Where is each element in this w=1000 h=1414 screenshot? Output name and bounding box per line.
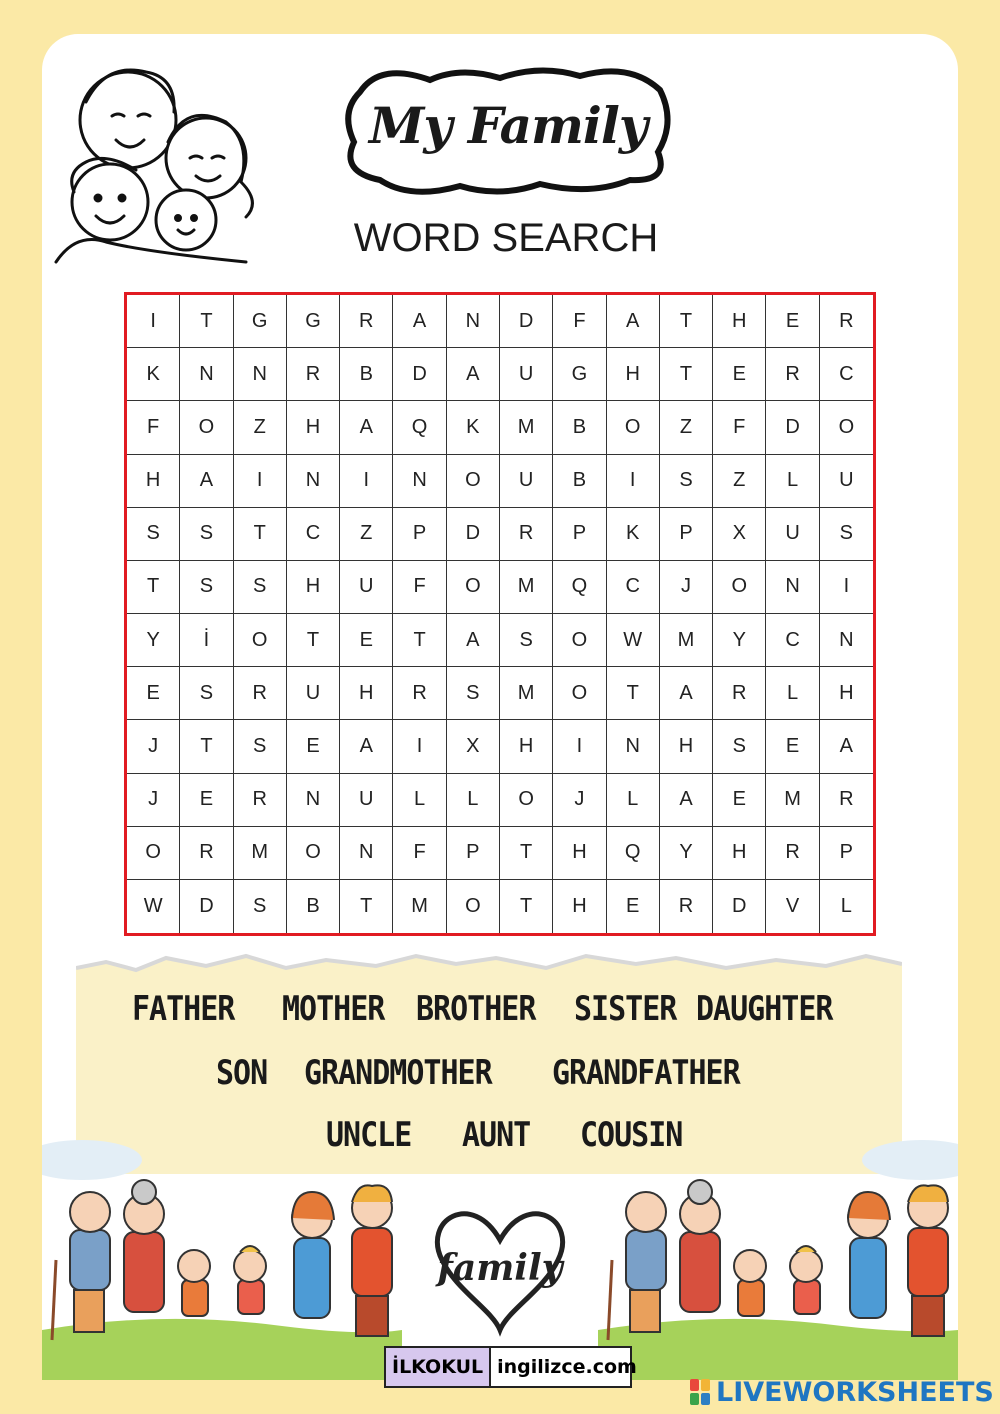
grid-cell[interactable]: O [607, 401, 660, 454]
grid-cell[interactable]: İ [180, 614, 233, 667]
grid-cell[interactable]: N [340, 827, 393, 880]
grid-cell[interactable]: Y [127, 614, 180, 667]
grid-cell[interactable]: O [553, 614, 606, 667]
grid-cell[interactable]: D [393, 348, 446, 401]
grid-cell[interactable]: G [234, 295, 287, 348]
grid-cell[interactable]: O [287, 827, 340, 880]
grid-cell[interactable]: O [500, 774, 553, 827]
heart-caption: family [437, 1247, 563, 1289]
grid-cell[interactable]: U [766, 508, 819, 561]
grid-cell[interactable]: J [127, 774, 180, 827]
grid-cell[interactable]: A [447, 348, 500, 401]
grid-cell[interactable]: H [127, 455, 180, 508]
liveworksheets-wordmark: LIVEWORKSHEETS [716, 1376, 994, 1408]
word-bank-word: AUNT [462, 1115, 531, 1156]
word-bank-word: MOTHER [282, 989, 385, 1030]
grid-cell[interactable]: N [180, 348, 233, 401]
grid-cell[interactable]: J [553, 774, 606, 827]
grid-cell[interactable]: R [766, 348, 819, 401]
grid-cell[interactable]: D [766, 401, 819, 454]
grid-cell[interactable]: S [127, 508, 180, 561]
grid-cell[interactable]: Q [393, 401, 446, 454]
grid-cell[interactable]: P [820, 827, 873, 880]
grid-cell[interactable]: M [393, 880, 446, 933]
grid-cell[interactable]: N [393, 455, 446, 508]
grid-cell[interactable]: O [713, 561, 766, 614]
grid-cell[interactable]: T [234, 508, 287, 561]
word-bank-word: SISTER [574, 989, 677, 1030]
grid-cell[interactable]: L [840, 894, 852, 917]
grid-cell[interactable]: T [287, 614, 340, 667]
grid-cell[interactable]: U [500, 455, 553, 508]
grid-cell[interactable]: D [447, 508, 500, 561]
grid-cell[interactable]: I [820, 561, 873, 614]
grid-cell[interactable]: A [660, 774, 713, 827]
grid-cell[interactable]: S [234, 880, 287, 933]
word-search-grid [124, 292, 876, 936]
grid-cell[interactable]: Q [607, 827, 660, 880]
word-bank-word: GRANDFATHER [552, 1053, 740, 1094]
grid-cell[interactable]: E [127, 667, 180, 720]
grid-cell[interactable]: Q [553, 561, 606, 614]
grid-cell[interactable]: F [393, 561, 446, 614]
grid-cell[interactable]: X [447, 720, 500, 773]
grid-cell[interactable]: R [820, 774, 873, 827]
grid-cell[interactable]: Y [713, 614, 766, 667]
grid-cell[interactable]: M [660, 614, 713, 667]
grid-cell[interactable]: A [820, 720, 873, 773]
grid-cell[interactable]: E [180, 774, 233, 827]
grid-cell[interactable]: R [340, 295, 393, 348]
word-bank-word: BROTHER [416, 989, 536, 1030]
word-bank-word: GRANDMOTHER [304, 1053, 492, 1094]
grid-cell[interactable]: T [660, 348, 713, 401]
grid-cell[interactable]: B [287, 880, 340, 933]
word-bank-word: FATHER [132, 989, 235, 1030]
grid-cell[interactable]: K [447, 401, 500, 454]
grid-cell[interactable]: W [607, 614, 660, 667]
grid-cell[interactable]: R [766, 827, 819, 880]
grid-cell[interactable]: D [180, 880, 233, 933]
grid-cell[interactable]: P [393, 508, 446, 561]
grid-cell[interactable]: T [340, 880, 393, 933]
grid-cell[interactable]: N [447, 295, 500, 348]
liveworksheets-icon [690, 1379, 710, 1405]
grid-cell[interactable]: T [393, 614, 446, 667]
grid-cell[interactable]: B [553, 401, 606, 454]
grid-cell[interactable]: U [287, 667, 340, 720]
grid-cell[interactable]: H [500, 720, 553, 773]
grid-cell[interactable]: A [340, 401, 393, 454]
grid-cell[interactable]: S [660, 455, 713, 508]
word-bank-word: COUSIN [580, 1115, 683, 1156]
grid-cell[interactable]: T [500, 827, 553, 880]
grid-cell[interactable]: R [500, 508, 553, 561]
family-footer-illustration [42, 1130, 958, 1380]
grid-cell[interactable]: F [393, 827, 446, 880]
grid-cell[interactable]: A [447, 614, 500, 667]
grid-cell[interactable]: F [553, 295, 606, 348]
grid-cell[interactable]: L [607, 774, 660, 827]
grid-cell[interactable]: K [607, 508, 660, 561]
page-subtitle: WORD SEARCH [353, 216, 659, 260]
grid-cell[interactable]: N [234, 348, 287, 401]
grid-cell[interactable]: S [234, 561, 287, 614]
grid-cell[interactable]: A [607, 295, 660, 348]
grid-cell[interactable]: L [447, 774, 500, 827]
grid-cell[interactable]: U [340, 774, 393, 827]
grid-cell[interactable]: E [607, 880, 660, 933]
grid-cell[interactable]: S [713, 720, 766, 773]
grid-cell[interactable]: I [393, 720, 446, 773]
grid-cell[interactable]: P [660, 508, 713, 561]
grid-cell[interactable]: O [234, 614, 287, 667]
grid-cell[interactable]: R [713, 667, 766, 720]
grid-cell[interactable]: N [287, 455, 340, 508]
grid-cell[interactable]: L [393, 774, 446, 827]
grid-cell[interactable]: C [287, 508, 340, 561]
grid-cell[interactable]: O [820, 401, 873, 454]
grid-cell[interactable]: N [287, 774, 340, 827]
grid-cell[interactable]: O [447, 455, 500, 508]
grid-cell[interactable]: T [127, 561, 180, 614]
grid-cell[interactable]: W [127, 880, 180, 933]
grid-cell[interactable]: O [447, 880, 500, 933]
grid-cell[interactable]: O [553, 667, 606, 720]
grid-cell[interactable]: T [500, 880, 553, 933]
grid-cell[interactable]: M [234, 827, 287, 880]
grid-cell[interactable]: X [713, 508, 766, 561]
grid-cell[interactable]: I [340, 455, 393, 508]
page-title: My Family [369, 95, 647, 155]
grid-cell[interactable]: B [340, 348, 393, 401]
grid-cell[interactable]: K [127, 348, 180, 401]
grid-cell[interactable]: Z [234, 401, 287, 454]
grid-cell[interactable]: A [393, 295, 446, 348]
grid-cell[interactable]: R [393, 667, 446, 720]
grid-cell[interactable]: S [447, 667, 500, 720]
grid-cell[interactable]: T [180, 295, 233, 348]
grid-cell[interactable]: H [287, 401, 340, 454]
grid-cell[interactable]: S [180, 508, 233, 561]
grid-cell[interactable]: T [660, 295, 713, 348]
grid-cell[interactable]: A [660, 667, 713, 720]
grid-cell[interactable]: E [766, 295, 819, 348]
grid-cell[interactable]: I [234, 455, 287, 508]
publisher-logo [384, 1346, 637, 1388]
grid-cell[interactable]: A [340, 720, 393, 773]
grid-cell[interactable]: H [713, 827, 766, 880]
grid-cell[interactable]: D [713, 880, 766, 933]
word-bank-word: UNCLE [326, 1115, 412, 1156]
grid-cell[interactable]: S [180, 667, 233, 720]
grid-cell[interactable]: H [607, 348, 660, 401]
grid-cell[interactable]: E [340, 614, 393, 667]
grid-cell[interactable]: Z [340, 508, 393, 561]
grid-cell[interactable]: R [287, 348, 340, 401]
grid-cell[interactable]: H [820, 667, 873, 720]
grid-cell[interactable]: E [713, 348, 766, 401]
grid-cell[interactable]: C [766, 614, 819, 667]
grid-cell[interactable]: H [340, 667, 393, 720]
grid-cell[interactable]: R [820, 295, 873, 348]
grid-cell[interactable]: L [766, 667, 819, 720]
grid-cell[interactable]: T [607, 667, 660, 720]
grid-cell[interactable]: Z [713, 455, 766, 508]
grid-cell[interactable]: I [607, 455, 660, 508]
grid-cell[interactable]: H [713, 295, 766, 348]
grid-cell[interactable]: A [180, 455, 233, 508]
grid-cell[interactable]: Y [660, 827, 713, 880]
grid-cell[interactable]: I [553, 720, 606, 773]
grid-cell[interactable]: H [660, 720, 713, 773]
grid-cell[interactable]: L [766, 455, 819, 508]
family-portrait-illustration [46, 52, 258, 268]
grid-cell[interactable]: E [287, 720, 340, 773]
grid-cell[interactable]: F [713, 401, 766, 454]
grid-cell[interactable]: R [234, 774, 287, 827]
publisher-logo-part2: ingilizce.com [497, 1356, 637, 1378]
grid-cell[interactable]: V [766, 880, 819, 933]
grid-cell[interactable]: O [447, 561, 500, 614]
grid-cell[interactable]: I [127, 295, 180, 348]
grid-cell[interactable]: R [180, 827, 233, 880]
grid-cell[interactable]: G [553, 348, 606, 401]
grid-cell[interactable]: M [500, 667, 553, 720]
grid-cell[interactable]: S [820, 508, 873, 561]
grid-cell[interactable]: S [234, 720, 287, 773]
grid-cell[interactable]: U [820, 455, 873, 508]
word-bank-word: SON [216, 1053, 268, 1094]
grid-cell[interactable]: P [447, 827, 500, 880]
grid-cell[interactable]: H [287, 561, 340, 614]
grid-cell[interactable]: T [180, 720, 233, 773]
grid-cell[interactable]: H [553, 827, 606, 880]
grid-cell[interactable]: M [766, 774, 819, 827]
grid-cell[interactable]: N [766, 561, 819, 614]
grid-cell[interactable]: R [660, 880, 713, 933]
grid-cell[interactable]: J [660, 561, 713, 614]
grid-cell[interactable]: U [500, 348, 553, 401]
liveworksheets-logo [690, 1372, 994, 1412]
grid-cell[interactable]: O [180, 401, 233, 454]
grid-cell[interactable]: G [287, 295, 340, 348]
grid-cell[interactable]: N [607, 720, 660, 773]
grid-cell[interactable]: C [607, 561, 660, 614]
grid-cell[interactable]: E [713, 774, 766, 827]
grid-cell[interactable]: Z [660, 401, 713, 454]
grid-cell[interactable]: D [500, 295, 553, 348]
grid-cell[interactable]: O [127, 827, 180, 880]
grid-cell[interactable]: H [553, 880, 606, 933]
grid-cell[interactable]: B [553, 455, 606, 508]
word-bank-word: DAUGHTER [696, 989, 833, 1030]
grid-cell[interactable]: F [127, 401, 180, 454]
grid-cell[interactable]: S [500, 614, 553, 667]
grid-cell[interactable]: C [820, 348, 873, 401]
grid-cell[interactable]: M [500, 561, 553, 614]
grid-cell[interactable]: P [553, 508, 606, 561]
publisher-logo-part1: İLKOKUL [386, 1348, 491, 1386]
grid-cell[interactable]: N [820, 614, 873, 667]
grid-cell[interactable]: J [127, 720, 180, 773]
grid-cell[interactable]: S [180, 561, 233, 614]
grid-cell[interactable]: U [340, 561, 393, 614]
grid-cell[interactable]: E [766, 720, 819, 773]
grid-cell[interactable]: R [234, 667, 287, 720]
grid-cell[interactable]: M [500, 401, 553, 454]
